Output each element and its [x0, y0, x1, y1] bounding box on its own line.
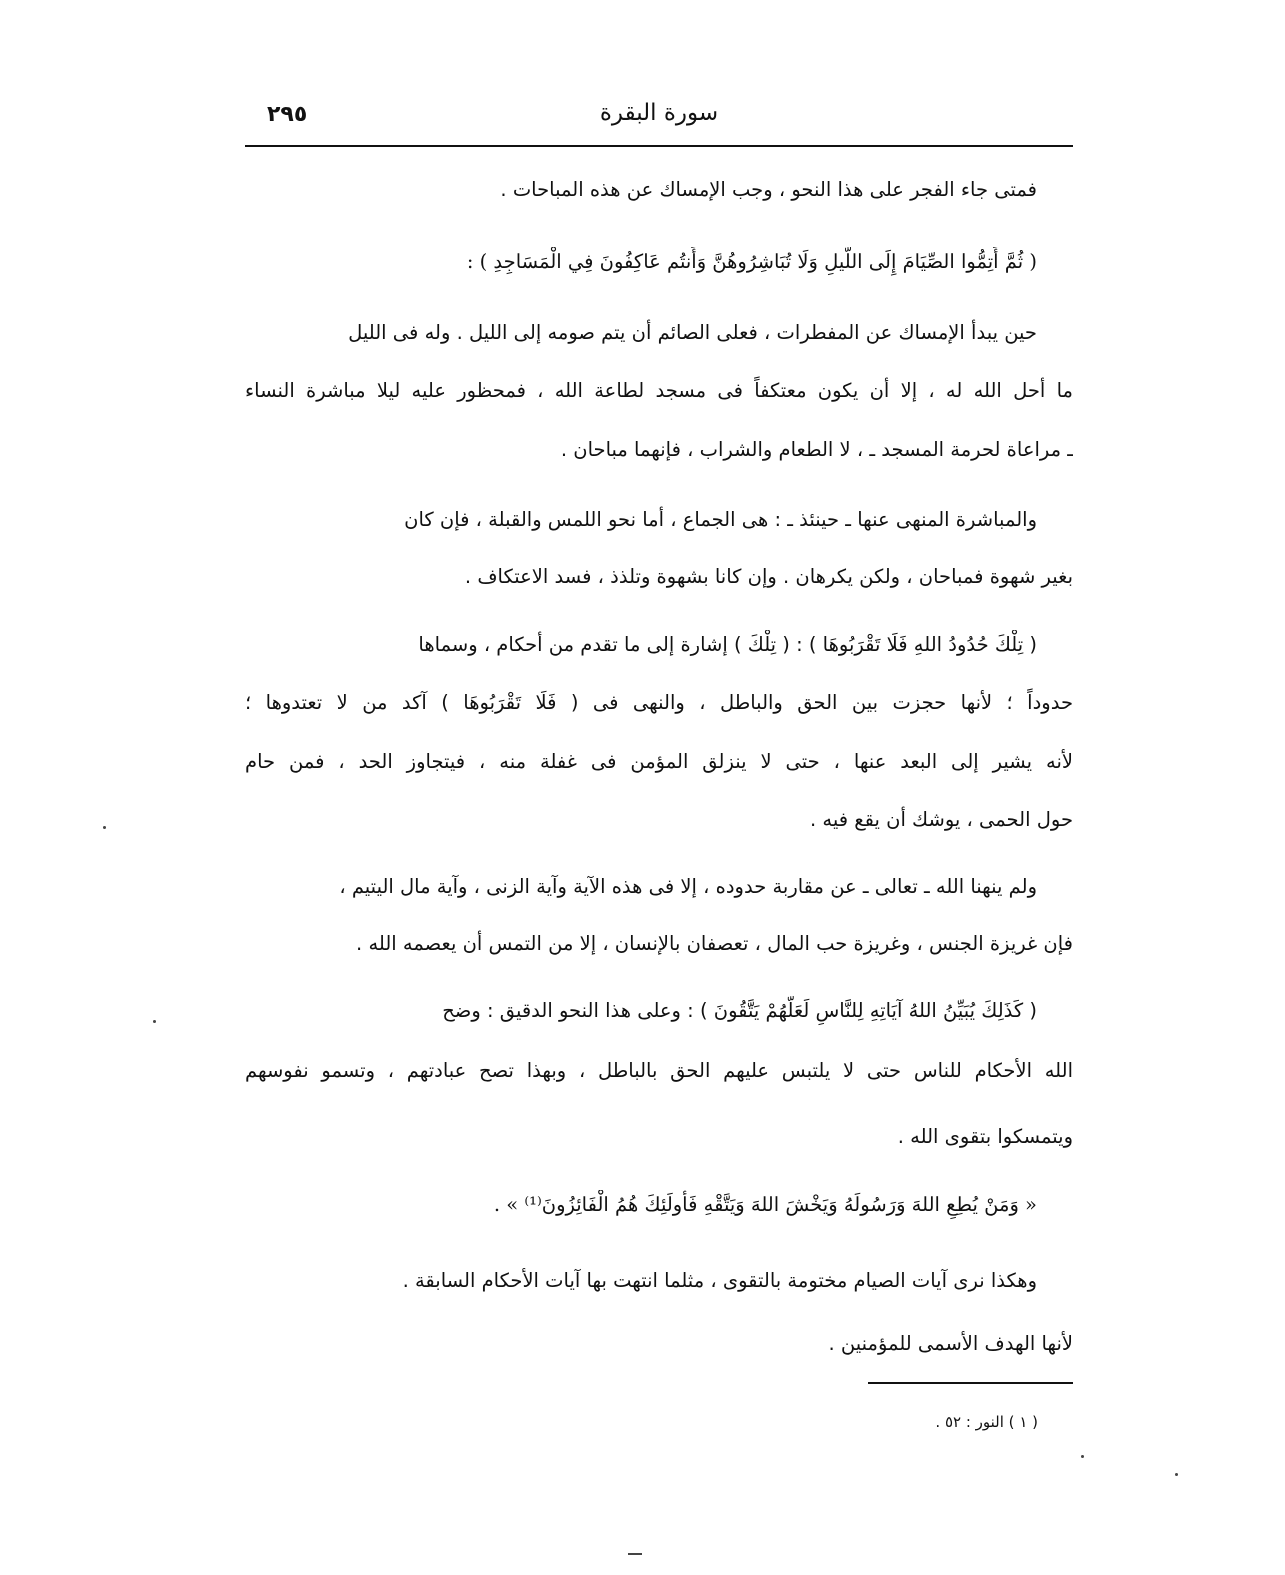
verse-line: ( ثُمَّ أَتِمُّوا الصِّيَامَ إِلَى اللَّيلِ وَلَا تُبَاشِرُوهُنَّ وَأَنتُم عَاكِفُونَ فِي الْمَسَاجِدِ ) : [466, 250, 1037, 273]
page-header [245, 100, 1073, 144]
scan-speck [103, 826, 106, 829]
text-line: وهكذا نرى آيات الصيام مختومة بالتقوى ، مثلما انتهت بها آيات الأحكام السابقة . [402, 1269, 1037, 1292]
text-line: حول الحمى ، يوشك أن يقع فيه . [810, 808, 1073, 831]
text-line: ـ مراعاة لحرمة المسجد ـ ، لا الطعام والشراب ، فإنهما مباحان . [560, 438, 1073, 461]
header-rule [245, 145, 1073, 147]
text-line: بغير شهوة فمباحان ، ولكن يكرهان . وإن كانا بشهوة وتلذذ ، فسد الاعتكاف . [464, 565, 1073, 588]
text-line: فإن غريزة الجنس ، وغريزة حب المال ، تعصفان بالإنسان ، إلا من التمس أن يعصمه الله . [356, 932, 1073, 955]
text-line: لأنه يشير إلى البعد عنها ، حتى لا ينزلق المؤمن فى غفلة منه ، فيتجاوز الحد ، فمن حام [245, 750, 1073, 773]
running-title: سورة البقرة [599, 100, 719, 126]
footnote: ( ١ ) النور : ٥٢ . [935, 1413, 1038, 1431]
text-line: حدوداً ؛ لأنها حجزت بين الحق والباطل ، والنهى فى ( فَلَا تَقْرَبُوهَا ) آكد من لا تعتدوها ؛ [245, 691, 1073, 714]
scan-speck [1175, 1473, 1178, 1476]
text-line: لأنها الهدف الأسمى للمؤمنين . [828, 1332, 1073, 1355]
scan-speck [1081, 1455, 1084, 1458]
verse-line: ( كَذَلِكَ يُبَيِّنُ اللهُ آيَاتِهِ لِلنَّاسِ لَعَلَّهُمْ يَتَّقُونَ ) : وعلى هذا النحو الدقيق : وضح [442, 999, 1037, 1022]
text-line: ولم ينهنا الله ـ تعالى ـ عن مقاربة حدوده ، إلا فى هذه الآية وآية الزنى ، وآية مال اليتيم ، [339, 875, 1037, 898]
text-line: فمتى جاء الفجر على هذا النحو ، وجب الإمساك عن هذه المباحات . [500, 178, 1037, 201]
text-line: ويتمسكوا بتقوى الله . [897, 1125, 1073, 1148]
text-line: ما أحل الله له ، إلا أن يكون معتكفاً فى مسجد لطاعة الله ، فمحظور عليه ليلا مباشرة النساء [245, 379, 1073, 402]
footnote-rule [868, 1382, 1073, 1384]
verse-line: ( تِلْكَ حُدُودُ اللهِ فَلَا تَقْرَبُوهَا ) : ( تِلْكَ ) إشارة إلى ما تقدم من أحكام ، وسماها [418, 633, 1037, 656]
page-number: ٢٩٥ [267, 102, 308, 127]
text-line: الله الأحكام للناس حتى لا يلتبس عليهم الحق بالباطل ، وبهذا تصح عبادتهم ، وتسمو نفوسهم [245, 1059, 1073, 1082]
text-line: والمباشرة المنهى عنها ـ حينئذ ـ : هى الجماع ، أما نحو اللمس والقبلة ، فإن كان [404, 508, 1037, 531]
scan-speck [153, 1020, 156, 1023]
scan-speck [628, 1553, 642, 1555]
text-line: حين يبدأ الإمساك عن المفطرات ، فعلى الصائم أن يتم صومه إلى الليل . وله فى الليل [348, 321, 1037, 344]
verse-line: « وَمَنْ يُطِعِ اللهَ وَرَسُولَهُ وَيَخْشَ اللهَ وَيَتَّقْهِ فَأُولَئِكَ هُمُ الْفَائِزُونَ⁽¹⁾ » . [493, 1193, 1037, 1216]
